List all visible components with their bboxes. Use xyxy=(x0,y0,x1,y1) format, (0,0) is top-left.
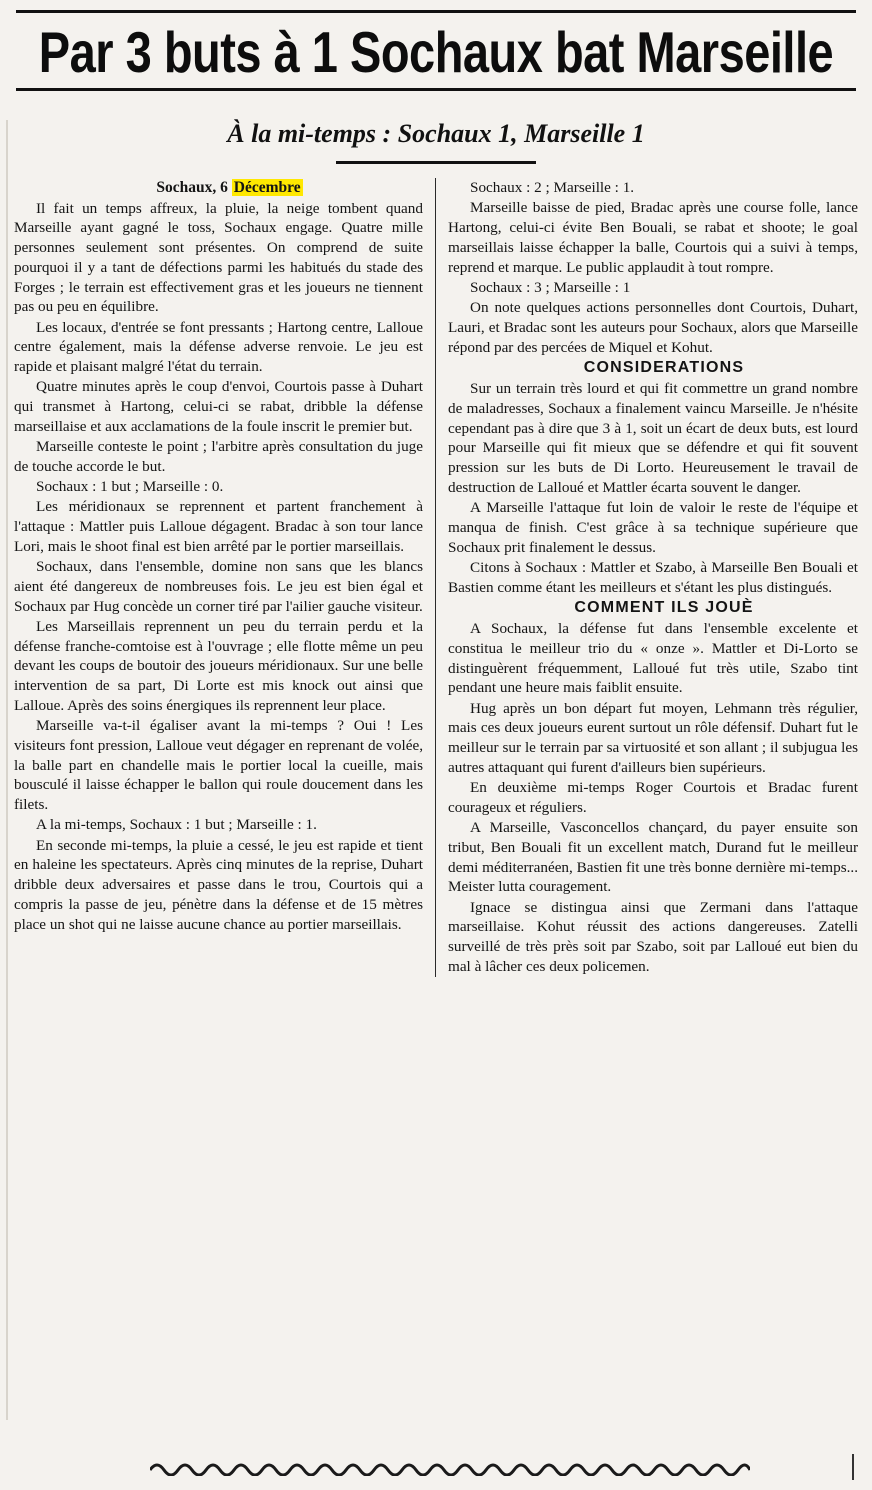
page-corner-mark xyxy=(852,1454,854,1480)
score-line: Sochaux : 3 ; Marseille : 1 xyxy=(470,278,631,296)
article-columns xyxy=(14,178,858,977)
dateline-highlight: Décembre xyxy=(233,179,301,196)
paragraph: Citons à Sochaux : Mattler et Szabo, à Marseille Ben Bouali et Bastien comme étant les meilleurs et s'étant les plus distingués. xyxy=(448,558,858,596)
dateline-text: Sochaux, 6 xyxy=(156,179,232,196)
footer-wave-ornament xyxy=(150,1458,750,1476)
paragraph: A la mi-temps, Sochaux : 1 but ; Marseille : 1. xyxy=(36,816,317,834)
paragraph: En seconde mi-temps, la pluie a cessé, le jeu est rapide et tient en haleine les spectateurs. Après cinq minutes de la reprise, Duhart dribble deux adversaires et passe dans le trou, Courtois qui a compris la passe de jeu, pénètre dans la défense et de 15 mètres place un shot qui ne laisse aucune chance au portier marseillais. xyxy=(14,836,423,933)
page-title: Par 3 buts à 1 Sochaux bat Marseille xyxy=(38,19,834,85)
score-line: Sochaux : 2 ; Marseille : 1. xyxy=(470,179,635,196)
paragraph: Quatre minutes après le coup d'envoi, Courtois passe à Duhart qui transmet à Hartong, celui-ci se rabat, dribble la défense marseillaise et aux acclamations de la foule inscrit le premier but. xyxy=(14,378,423,435)
paragraph: On note quelques actions personnelles dont Courtois, Duhart, Lauri, et Bradac sont les auteurs pour Sochaux, alors que Marseille répond par des percées de Miquel et Kohut. xyxy=(448,299,858,356)
section-heading-considerations: CONSIDERATIONS xyxy=(583,358,745,376)
page-left-edge xyxy=(6,120,8,1420)
column-right xyxy=(436,178,858,977)
paragraph: Il fait un temps affreux, la pluie, la neige tombent quand Marseille ayant gagné le toss, Sochaux engage. Quatre mille personnes seulement sont présentes. On comprend de suite pourquoi il y a tant de défections parmi les habitués du stade des Forges ; le terrain est effectivement gras et les joueurs ne tiennent pas ou peu en équilibre. xyxy=(14,199,423,316)
paragraph: Ignace se distingua ainsi que Zermani dans l'attaque marseillaise. Kohut réussit des actions dangereuses. Zatelli surveillé de très près soit par Szabo, soit par Lalloué eut bien du mal à lâcher ces deux policemen. xyxy=(448,898,858,975)
subheadline: À la mi-temps : Sochaux 1, Marseille 1 xyxy=(227,119,645,148)
dateline xyxy=(14,178,423,198)
paragraph: Les Marseillais reprennent un peu du terrain perdu et la défense franche-comtoise est à l'ouvrage ; elle flotte même un peu devant les coups de boutoir des joueurs méridionaux. Sur une belle intervention de sa part, Di Lorte est mis knock out ainsi que Lalloue. Après des soins énergiques ils reprennent leur place. xyxy=(14,617,423,714)
section-heading-comment: COMMENT ILS JOUÈ xyxy=(574,598,754,616)
paragraph: En deuxième mi-temps Roger Courtois et Bradac furent courageux et réguliers. xyxy=(448,779,858,816)
paragraph: Marseille baisse de pied, Bradac après une course folle, lance Hartong, celui-ci évite Ben Bouali, se rabat et shoote; le goal marseillais laisse échapper la balle, Courtois qui a suivi à temps, reprend et marque. Le public applaudit à tout rompre. xyxy=(448,199,858,276)
paragraph: Hug après un bon départ fut moyen, Lehmann très régulier, mais ces deux joueurs eurent surtout un rôle défensif. Duhart fut le meilleur sur le terrain par sa virtuosité et son allant ; il subjugua les autres attaquant qui furent d'ailleurs bien supérieurs. xyxy=(448,699,858,776)
column-left xyxy=(14,178,436,977)
paragraph: Marseille conteste le point ; l'arbitre après consultation du juge de touche accorde le but. xyxy=(14,438,423,475)
paragraph: A Marseille l'attaque fut loin de valoir le reste de l'équipe et manqua de finish. C'est grâce à sa technique supérieure que Sochaux prit finalement le dessus. xyxy=(448,499,858,556)
score-line: Sochaux : 1 but ; Marseille : 0. xyxy=(36,478,224,496)
masthead xyxy=(16,10,856,91)
paragraph: Sur un terrain très lourd et qui fit commettre un grand nombre de maladresses, Sochaux a finalement vaincu Marseille. Je n'hésite cependant pas à dire que 3 à 1, soit un écart de deux buts, est lourd pour Marseille qui fit mieux que se défendre et qui fit souvent pression sur les buts de Di Lorto. Heureusement le travail de destruction de Lalloué et Mattler écarta souvent le danger. xyxy=(448,380,858,496)
paragraph: Marseille va-t-il égaliser avant la mi-temps ? Oui ! Les visiteurs font pression, Lalloue veut dégager en reprenant de volée, la balle part en chandelle mais le portier local la cueille, mais bousculé il laisse échapper le ballon qui roule doucement dans les filets. xyxy=(14,717,423,814)
paragraph: A Sochaux, la défense fut dans l'ensemble excelente et constitua le meilleur trio du « onze ». Mattler et Di-Lorto se distinguèrent fréquemment, Lalloué fut très utile, Szabo tint pendant une heure mais faiblit ensuite. xyxy=(448,620,858,697)
paragraph: Les locaux, d'entrée se font pressants ; Hartong centre, Lalloue centre également, mais la défense adverse renvoie. Le jeu est rapide et plaisant malgré l'état du terrain. xyxy=(14,318,423,376)
paragraph: Sochaux, dans l'ensemble, domine non sans que les blancs aient été dangereux de nombreuses fois. Le jeu est bien égal et Sochaux par Hug concède un corner tiré par l'ailier gauche visiteur. xyxy=(14,558,423,615)
paragraph: A Marseille, Vasconcellos chançard, du payer ensuite son tribut, Ben Bouali fit un excellent match, Durand fut le meilleur demi méditerranéen, Bastien fit une très bonne dernière mi-temps... Meister lutta couragement. xyxy=(448,819,858,896)
divider-rule xyxy=(336,161,536,164)
paragraph: Les méridionaux se reprennent et partent franchement à l'attaque : Mattler puis Lalloue dégagent. Bradac à son tour lance Lori, mais le shoot final est bien arrêté par le portier marseillais. xyxy=(14,498,423,555)
